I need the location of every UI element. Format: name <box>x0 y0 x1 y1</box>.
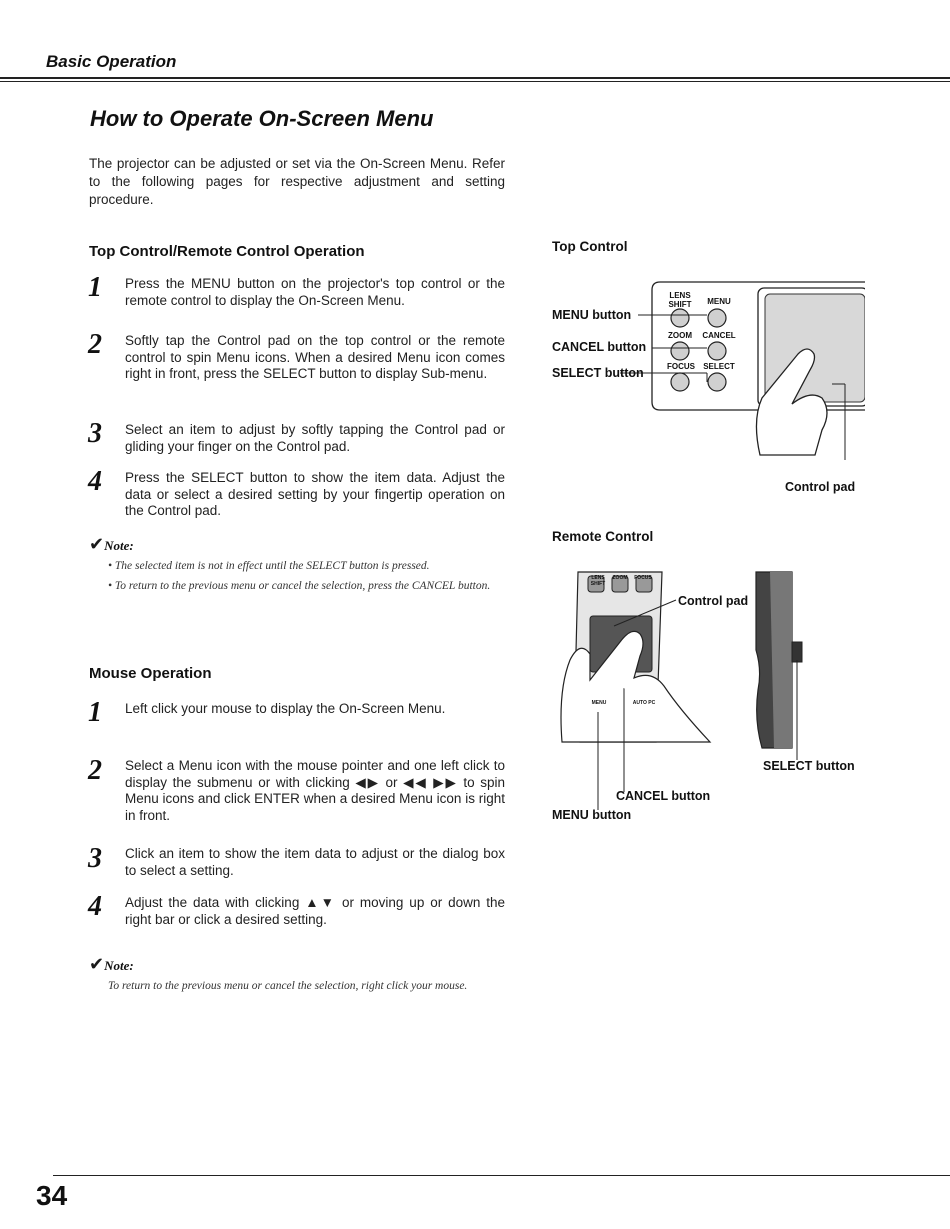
checkmark-icon: ✔ <box>89 954 105 974</box>
step-number: 2 <box>88 329 102 360</box>
step-number: 4 <box>88 891 102 922</box>
step-text: Left click your mouse to display the On-Screen Menu. <box>125 701 446 716</box>
note-item: To return to the previous menu or cancel the selection, right click your mouse. <box>108 980 468 992</box>
remote-select-button-callout: SELECT button <box>763 759 855 773</box>
remote-lens-shift-label: LENS SHIFT <box>590 575 606 587</box>
step-text: Softly tap the Control pad on the top control or the remote control to spin Menu icons. When a desired Menu icon comes right in front, press the SELECT button to display Sub-menu. <box>125 333 505 381</box>
header-rule <box>0 77 950 79</box>
remote-zoom-label: ZOOM <box>612 575 628 581</box>
note-label: Note: <box>104 958 134 973</box>
select-button-callout: SELECT button <box>552 366 644 380</box>
remote-menu-button-callout: MENU button <box>552 808 632 822</box>
step-text: Press the SELECT button to show the item data. Adjust the data or select a desired setting by your fingertip operation on the Control pad. <box>125 470 505 518</box>
remote-cancel-label: CANCEL <box>609 685 631 691</box>
step-text: Select a Menu icon with the mouse pointer and one left click to display the submenu or with clicking ◀▶ or ◀◀ ▶▶ to spin Menu icons and click ENTER when a desired Menu icon is right in front. <box>125 758 505 823</box>
lens-shift-label: LENS SHIFT <box>668 291 692 309</box>
menu-button-callout: MENU button <box>552 308 632 322</box>
step-text: Select an item to adjust by softly tapping the Control pad or gliding your finger on the Control pad. <box>125 422 505 454</box>
cancel-button-callout: CANCEL button <box>552 340 647 354</box>
cancel-label: CANCEL <box>702 331 736 340</box>
step-number: 3 <box>88 843 102 874</box>
step-number: 1 <box>88 697 102 728</box>
top-control-figure-heading: Top Control <box>552 239 628 254</box>
note-header <box>89 954 134 975</box>
note-item: • The selected item is not in effect until the SELECT button is pressed. <box>108 560 430 572</box>
remote-focus-label: FOCUS <box>634 575 652 581</box>
footer-rule <box>53 1175 950 1176</box>
page-title: How to Operate On-Screen Menu <box>90 106 434 131</box>
focus-label: FOCUS <box>667 362 695 371</box>
section-header: Basic Operation <box>46 52 177 71</box>
menu-label: MENU <box>707 297 731 306</box>
remote-cancel-button-callout: CANCEL button <box>616 789 711 803</box>
control-pad-callout: Control pad <box>785 480 856 494</box>
page-number: 34 <box>36 1180 68 1211</box>
select-label: SELECT <box>703 362 735 371</box>
note-item: • To return to the previous menu or cancel the selection, press the CANCEL button. <box>108 580 491 592</box>
remote-control-figure-heading: Remote Control <box>552 529 654 544</box>
note-header <box>89 534 134 555</box>
step-text: Press the MENU button on the projector's top control or the remote control to display the On-Screen Menu. <box>125 276 505 308</box>
step-number: 4 <box>88 466 102 497</box>
remote-auto-pc-label: AUTO PC <box>632 700 656 706</box>
remote-control-pad-callout: Control pad <box>678 594 749 608</box>
intro-paragraph: The projector can be adjusted or set via the On-Screen Menu. Refer to the following pages for respective adjustment and setting procedure. <box>89 156 505 207</box>
note-label: Note: <box>104 538 134 553</box>
step-number: 2 <box>88 755 102 786</box>
top-control-heading: Top Control/Remote Control Operation <box>89 243 365 260</box>
header-rule-thin <box>0 81 950 82</box>
step-number: 3 <box>88 418 102 449</box>
step-text: Click an item to show the item data to adjust or the dialog box to select a setting. <box>125 846 505 878</box>
mouse-operation-heading: Mouse Operation <box>89 665 212 682</box>
step-text: Adjust the data with clicking ▲▼ or moving up or down the right bar or click a desired setting. <box>125 895 505 927</box>
step-number: 1 <box>88 272 102 303</box>
checkmark-icon: ✔ <box>89 534 105 554</box>
zoom-label: ZOOM <box>668 331 692 340</box>
remote-menu-label: MENU <box>591 700 607 706</box>
